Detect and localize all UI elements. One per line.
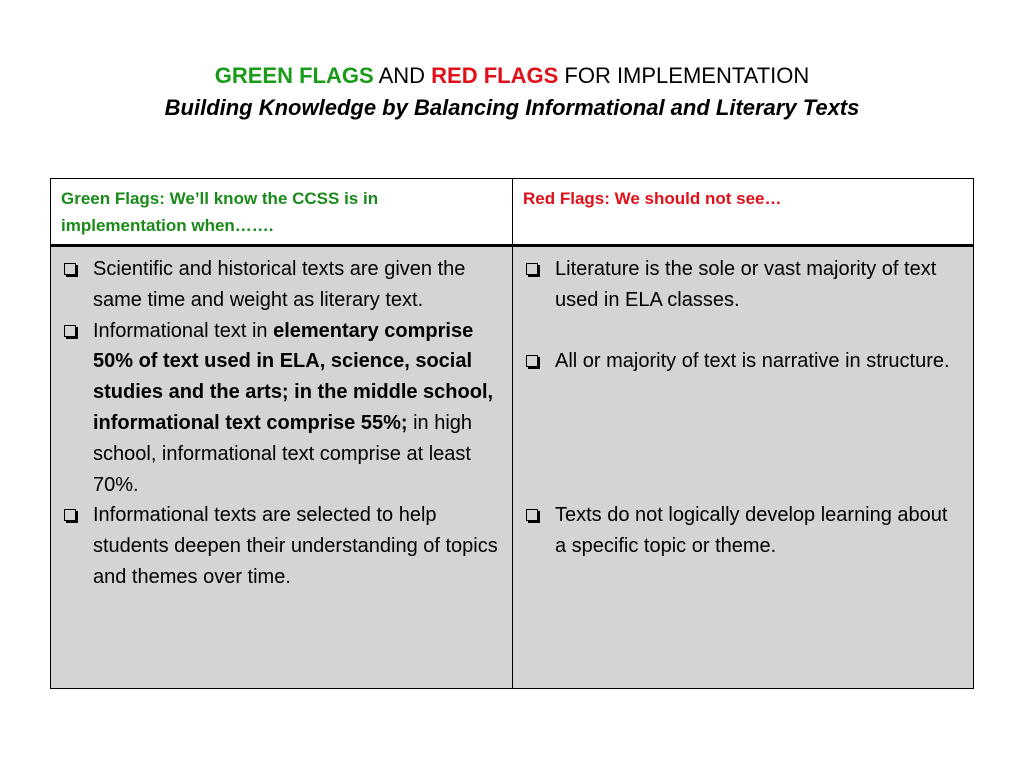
checkbox-square-icon (526, 509, 538, 521)
red-flags-header: Red Flags: We should not see… (513, 179, 974, 246)
red-flag-item-2 (523, 346, 963, 377)
green-flag-item-2 (61, 316, 502, 501)
title-for-implementation: FOR IMPLEMENTATION (564, 63, 810, 88)
green-flag-item-1-text: Scientific and historical texts are given the same time and weight as literary text. (93, 258, 466, 311)
checkbox-square-icon (526, 355, 538, 367)
checkbox-square-icon (526, 263, 538, 275)
list-spacer (523, 316, 963, 347)
green-flag-item-2-prefix: Informational text in (93, 319, 274, 342)
checkbox-square-icon (64, 263, 76, 275)
checkbox-square-icon (64, 509, 76, 521)
green-flag-item-2-suffix: in high school, informational text comprise at least 70%. (93, 411, 473, 496)
red-flag-item-3-text: Texts do not logically develop learning about a specific topic or theme. (555, 504, 948, 557)
green-flags-cell (51, 246, 513, 689)
list-spacer (523, 377, 963, 500)
title-subtitle: Building Knowledge by Balancing Informational and Literary Texts (164, 95, 860, 120)
slide-title (0, 60, 1024, 124)
red-flag-item-2-text: All or majority of text is narrative in structure. (555, 350, 950, 373)
green-flag-item-1 (61, 254, 502, 316)
green-flag-item-3-text: Informational texts are selected to help students deepen their understanding of topics and themes over time. (93, 504, 498, 588)
green-flag-item-3 (61, 500, 502, 592)
red-flag-item-1 (523, 254, 963, 316)
flags-table (50, 178, 974, 689)
red-flags-list (523, 254, 963, 562)
title-red-flags: RED FLAGS (431, 63, 559, 88)
content-row (51, 246, 974, 689)
title-and: AND (378, 63, 426, 88)
green-flags-list (61, 254, 502, 593)
green-flags-header: Green Flags: We’ll know the CCSS is in implementation when……. (51, 179, 513, 246)
title-heading (0, 60, 1024, 92)
green-flag-item-2-bold: elementary comprise 50% of text used in ELA, science, social studies and the arts; in the middle school, informational text comprise 55%; (93, 319, 494, 434)
checkbox-square-icon (64, 325, 76, 337)
red-flag-item-3 (523, 500, 963, 562)
title-green-flags: GREEN FLAGS (214, 63, 374, 88)
red-flag-item-1-text: Literature is the sole or vast majority of text used in ELA classes. (555, 258, 937, 311)
red-flags-cell (513, 246, 974, 689)
header-row (51, 179, 974, 246)
